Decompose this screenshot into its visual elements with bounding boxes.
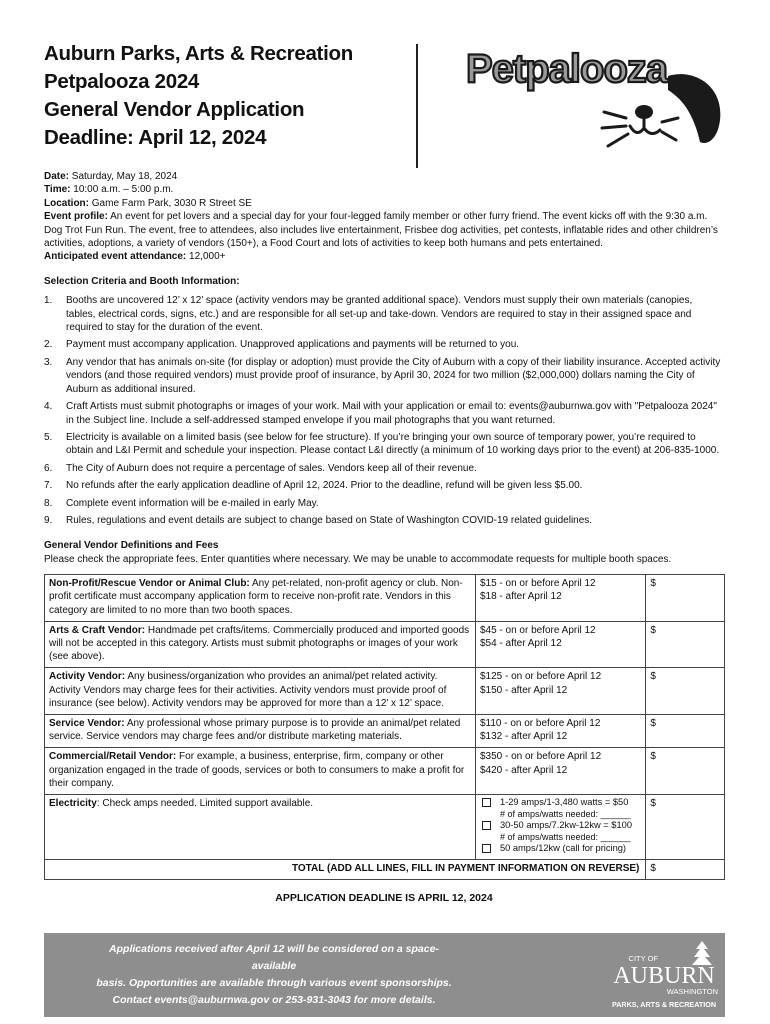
- profile-label: Event profile:: [44, 211, 108, 223]
- late-fee: $150 - after April 12: [479, 684, 568, 696]
- vendor-definition: [45, 714, 476, 747]
- list-text: The City of Auburn does not require a percentage of sales. Vendors keep all of their revenue.: [66, 462, 477, 474]
- title-line-3: General Vendor Application: [44, 98, 305, 121]
- fee-schedule: [475, 575, 645, 622]
- list-number: 6.: [44, 462, 53, 474]
- early-fee: $45 - on or before April 12: [479, 624, 596, 636]
- vendor-desc: Handmade pet crafts/items. Commercially produced and imported goods will not be accepted in this category. Artists must submit photographs or images of your work (see above).: [49, 624, 470, 663]
- total-row: [45, 859, 725, 879]
- event-profile: [44, 210, 724, 250]
- vendor-name: Commercial/Retail Vendor:: [49, 751, 177, 763]
- header-divider: [416, 44, 418, 168]
- vendor-definition: [45, 748, 476, 795]
- amount-field[interactable]: $: [646, 575, 725, 622]
- electricity-option: [480, 797, 641, 820]
- vendor-definition: [45, 621, 476, 668]
- list-number: 2.: [44, 339, 53, 351]
- amount-field[interactable]: $: [646, 621, 725, 668]
- list-number: 5.: [44, 431, 53, 443]
- list-number: 3.: [44, 356, 53, 368]
- list-item: [44, 338, 724, 351]
- tree-icon: [692, 941, 712, 965]
- electricity-definition: [45, 795, 476, 860]
- list-text: Rules, regulations and event details are subject to change based on State of Washington COVID-19 related guidelines.: [66, 514, 593, 526]
- page-title: [44, 40, 416, 152]
- late-fee: $54 - after April 12: [479, 637, 562, 649]
- list-item: [44, 497, 724, 510]
- list-number: 7.: [44, 480, 53, 492]
- attendance-label: Anticipated event attendance:: [44, 251, 187, 263]
- vendor-desc: Any business/organization who provides an animal/pet related activity. Activity Vendors may charge fees for their activities. Activity vendors must provide proof of insurance (see below). Activity vendors may be approved for more than a 12’ x 12’ space.: [49, 671, 447, 709]
- list-text: Any vendor that has animals on-site (for display or adoption) must provide the City of Auburn with a copy of their liability insurance. Accepted activity vendors (and those required vendors) must provide proof of insurance, by April 30, 2024 for two million ($2,000,000) dollars naming the City of Auburn as additional insured.: [66, 356, 721, 395]
- table-row: [45, 748, 725, 795]
- vendor-name: Arts & Craft Vendor:: [49, 624, 146, 636]
- option-sub: # of amps/watts needed: ______: [499, 831, 631, 842]
- event-time: [44, 183, 724, 196]
- attendance-value: 12,000+: [186, 251, 226, 263]
- vendor-desc: Any pet-related, non-profit agency or club. Non-profit certificate must accompany application form to receive non-profit rate. Vendors in this category are limited to no more than two booth spaces.: [49, 578, 463, 616]
- list-item: [44, 514, 724, 527]
- list-number: 4.: [44, 401, 53, 413]
- time-label: Time:: [44, 184, 71, 196]
- checkbox-amps-3[interactable]: [482, 844, 491, 853]
- electricity-desc: : Check amps needed. Limited support available.: [96, 798, 314, 809]
- list-item: [44, 431, 724, 458]
- table-row: [45, 575, 725, 622]
- total-label: TOTAL (ADD ALL LINES, FILL IN PAYMENT INFORMATION ON REVERSE): [45, 859, 646, 879]
- late-fee: $132 - after April 12: [479, 731, 568, 743]
- vendor-name: Activity Vendor:: [49, 671, 126, 683]
- list-text: Booths are uncovered 12’ x 12’ space (activity vendors may be granted additional space). Vendors must supply their own materials (canopies, tables, electrical cords, signs, etc.) and are responsible for all set-up and take-down. Vendors are required to stay in their assigned space and required to stay for the duration of the event.: [66, 295, 693, 334]
- selection-list: [44, 294, 724, 527]
- electricity-options: [475, 795, 645, 860]
- list-text: No refunds after the early application deadline of April 12, 2024. Prior to the deadline, refund will be given less $5.00.: [66, 480, 583, 492]
- amount-field[interactable]: $: [646, 795, 725, 860]
- amount-field[interactable]: $: [646, 748, 725, 795]
- title-line-4: Deadline: April 12, 2024: [44, 126, 267, 149]
- footer-line: Applications received after April 12 will be considered on a space-available: [109, 943, 439, 972]
- selection-heading: Selection Criteria and Booth Information:: [44, 275, 240, 287]
- option-label: 1-29 amps/1-3,480 watts = $50: [499, 797, 629, 807]
- fees-subheading: Please check the appropriate fees. Enter quantities where necessary. We may be unable to accommodate requests for multiple booth spaces.: [44, 553, 672, 565]
- list-number: 1.: [44, 295, 53, 307]
- early-fee: $350 - on or before April 12: [479, 751, 602, 763]
- location-value: Game Farm Park, 3030 R Street SE: [89, 197, 252, 209]
- table-row: [45, 668, 725, 715]
- page-header: [44, 40, 724, 168]
- footer-line: basis. Opportunities are available through various event sponsorships.: [96, 977, 452, 989]
- table-row: [45, 621, 725, 668]
- fee-schedule: [475, 621, 645, 668]
- fee-schedule: [475, 668, 645, 715]
- fee-schedule: [475, 714, 645, 747]
- list-number: 9.: [44, 514, 53, 526]
- total-amount-field[interactable]: $: [646, 859, 725, 879]
- footer-banner: [44, 933, 725, 1017]
- option-sub: # of amps/watts needed: ______: [499, 808, 631, 819]
- list-text: Complete event information will be e-mailed in early May.: [66, 497, 319, 509]
- logo-text: Petpalooza: [466, 47, 668, 91]
- table-row: [45, 795, 725, 860]
- early-fee: $125 - on or before April 12: [479, 671, 602, 683]
- list-item: [44, 356, 724, 396]
- fees-table: [44, 574, 725, 880]
- event-location: [44, 197, 724, 210]
- date-label: Date:: [44, 171, 70, 182]
- fees-heading: General Vendor Definitions and Fees: [44, 540, 219, 552]
- location-label: Location:: [44, 197, 89, 209]
- logo-washington: WASHINGTON: [666, 987, 718, 996]
- logo-auburn: AUBURN: [613, 963, 715, 989]
- vendor-desc: For example, a business, enterprise, firm, company or other organization engaged in the trade of goods, services or both to consumers to make a profit for their company.: [49, 751, 465, 789]
- electricity-option: [480, 843, 641, 855]
- list-number: 8.: [44, 497, 53, 509]
- list-text: Electricity is available on a limited basis (see below for fee structure). If you’re bringing your own source of temporary power, you’re required to obtain and L&I Permit and schedule your inspection. Please contact L&I directly (a minimum of 10 working days prior to the event) at 206-835-1000.: [66, 431, 720, 457]
- amount-field[interactable]: $: [646, 714, 725, 747]
- vendor-definition: [45, 575, 476, 622]
- fee-schedule: [475, 748, 645, 795]
- auburn-logo: [604, 937, 724, 1013]
- late-fee: $18 - after April 12: [479, 591, 562, 603]
- petpalooza-logo: [462, 42, 728, 160]
- logo-department: PARKS, ARTS & RECREATION: [611, 1000, 717, 1009]
- footer-text: [94, 941, 454, 1009]
- event-date: [44, 170, 724, 183]
- checkbox-amps-1[interactable]: [482, 798, 491, 807]
- electricity-name: Electricity: [49, 798, 97, 809]
- event-attendance: [44, 250, 724, 263]
- electricity-option: [480, 820, 641, 843]
- checkbox-amps-2[interactable]: [482, 821, 491, 830]
- list-item: [44, 479, 724, 492]
- profile-value: An event for pet lovers and a special day for your four-legged family member or other furry friend. The event kicks off with the 9:30 a.m. Dog Trot Fun Run. The event, free to attendees, also includes live entertainment, Frisbee dog activities, pet contests, inflatable rides and other children’s activities, adoptions, a variety of vendors (150+), a Food Court and lots of activities to keep both humans and pets entertained.: [44, 211, 718, 250]
- option-label: 30-50 amps/7.2kw-12kw = $100: [499, 820, 632, 831]
- list-text: Payment must accompany application. Unapproved applications and payments will be returned to you.: [66, 339, 520, 351]
- vendor-definition: [45, 668, 476, 715]
- amount-field[interactable]: $: [646, 668, 725, 715]
- list-text: Craft Artists must submit photographs or images of your work. Mail with your application or email to: events@auburnwa.gov with "Petpalooza 2024" in the Subject line. Include a self-addressed stamped envelope if you mail photographs that you want returned.: [66, 401, 717, 426]
- dog-ear-icon: [668, 74, 720, 143]
- date-value: Saturday, May 18, 2024: [69, 171, 178, 182]
- list-item: [44, 400, 724, 427]
- title-line-2: Petpalooza 2024: [44, 70, 200, 93]
- list-item: [44, 294, 724, 334]
- title-line-1: Auburn Parks, Arts & Recreation: [44, 42, 353, 65]
- late-fee: $420 - after April 12: [479, 764, 568, 776]
- deadline-notice: APPLICATION DEADLINE IS APRIL 12, 2024: [275, 892, 493, 905]
- vendor-desc: Any professional whose primary purpose is to provide an animal/pet related service. Service vendors may charge fees and/or distribute marketing materials.: [49, 717, 461, 743]
- time-value: 10:00 a.m. – 5:00 p.m.: [70, 184, 174, 196]
- dog-mouth-icon: [630, 118, 660, 134]
- vendor-name: Service Vendor:: [49, 717, 125, 729]
- early-fee: $15 - on or before April 12: [479, 578, 596, 590]
- application-body: [44, 170, 724, 906]
- logo-city-of: CITY OF: [628, 954, 658, 963]
- footer-line: Contact events@auburnwa.gov or 253-931-3043 for more details.: [112, 994, 436, 1006]
- early-fee: $110 - on or before April 12: [479, 717, 601, 729]
- vendor-name: Non-Profit/Rescue Vendor or Animal Club:: [49, 578, 250, 590]
- option-label: 50 amps/12kw (call for pricing): [499, 843, 627, 854]
- table-row: [45, 714, 725, 747]
- list-item: [44, 462, 724, 475]
